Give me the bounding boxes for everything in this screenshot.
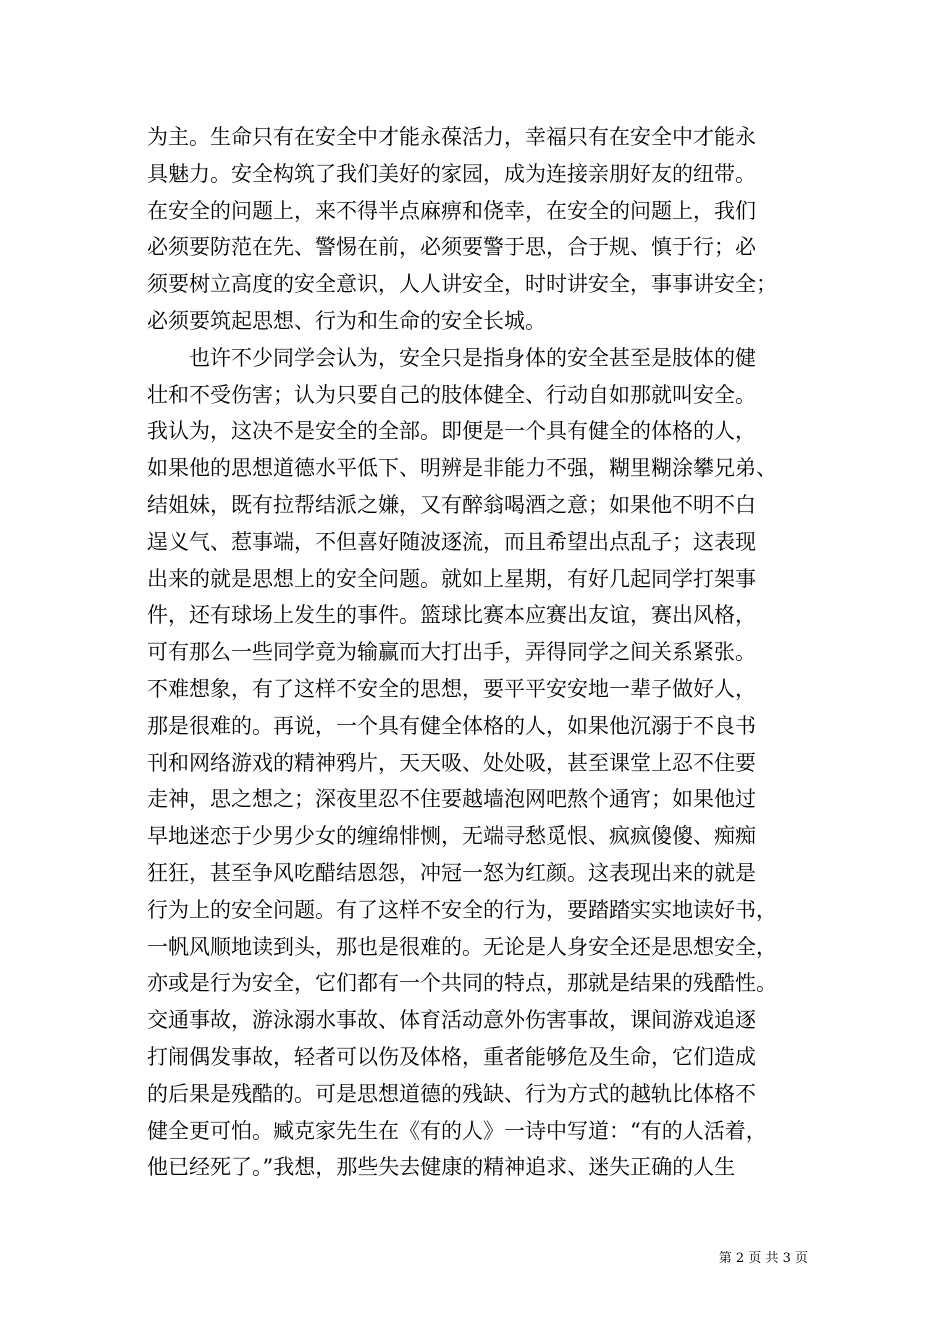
text-line: 一帆风顺地读到头，那也是很难的。无论是人身安全还是思想安全， (147, 934, 777, 959)
page-number: 第 2 页 共 3 页 (718, 1251, 808, 1266)
text-line: 打闹偶发事故，轻者可以伤及体格，重者能够危及生命，它们造成 (147, 1044, 756, 1069)
text-line: 件，还有球场上发生的事件。篮球比赛本应赛出友谊，赛出风格， (147, 603, 756, 628)
text-line: 壮和不受伤害；认为只要自己的肢体健全、行动自如那就叫安全。 (147, 382, 756, 407)
text-line: 交通事故，游泳溺水事故、体育活动意外伤害事故，课间游戏追逐 (147, 1008, 756, 1033)
text-line: 我认为，这决不是安全的全部。即便是一个具有健全的体格的人， (147, 419, 756, 444)
text-line: 的后果是残酷的。可是思想道德的残缺、行为方式的越轨比体格不 (147, 1081, 756, 1106)
text-line: 狂狂，甚至争风吃醋结恩怨，冲冠一怒为红颜。这表现出来的就是 (147, 860, 756, 885)
text-line: 结姐妹，既有拉帮结派之嫌，又有醉翁喝酒之意；如果他不明不白 (147, 492, 756, 517)
text-line: 须要树立高度的安全意识，人人讲安全，时时讲安全，事事讲安全； (147, 272, 777, 297)
text-line: 在安全的问题上，来不得半点麻痹和侥幸，在安全的问题上，我们 (147, 198, 756, 223)
text-line: 逞义气、惹事端，不但喜好随波逐流，而且希望出点乱子；这表现 (147, 529, 756, 554)
text-line: 具魅力。安全构筑了我们美好的家园，成为连接亲朋好友的纽带。 (147, 161, 756, 186)
text-line: 行为上的安全问题。有了这样不安全的行为，要踏踏实实地读好书， (147, 897, 777, 922)
text-line: 他已经死了。”我想，那些失去健康的精神追求、迷失正确的人生 (147, 1155, 736, 1180)
text-line: 亦或是行为安全，它们都有一个共同的特点，那就是结果的残酷性。 (147, 971, 777, 996)
text-line: 可有那么一些同学竟为输赢而大打出手，弄得同学之间关系紧张。 (147, 640, 756, 665)
text-line: 刊和网络游戏的精神鸦片，天天吸、处处吸，甚至课堂上忍不住要 (147, 750, 756, 775)
text-line: 出来的就是思想上的安全问题。就如上星期，有好几起同学打架事 (147, 566, 756, 591)
text-line: 必须要筑起思想、行为和生命的安全长城。 (147, 308, 546, 333)
text-line: 为主。生命只有在安全中才能永葆活力，幸福只有在安全中才能永 (147, 125, 756, 149)
text-line: 健全更可怕。臧克家先生在《有的人》一诗中写道：“有的人活着， (147, 1118, 767, 1143)
text-line: 早地迷恋于少男少女的缠绵悱恻，无端寻愁觅恨、疯疯傻傻、痴痴 (147, 824, 756, 849)
text-line: 那是很难的。再说，一个具有健全体格的人，如果他沉溺于不良书 (147, 713, 756, 738)
text-line: 如果他的思想道德水平低下、明辨是非能力不强，糊里糊涂攀兄弟、 (147, 456, 777, 481)
body-text (147, 119, 817, 1186)
text-line: 必须要防范在先、警惕在前，必须要警于思，合于规、慎于行；必 (147, 235, 756, 260)
paragraph-first-line: 也许不少同学会认为，安全只是指身体的安全甚至是肢体的健 (189, 345, 756, 370)
text-line: 不难想象，有了这样不安全的思想，要平平安安地一辈子做好人， (147, 676, 756, 701)
text-line: 走神，思之想之；深夜里忍不住要越墙泡网吧熬个通宵；如果他过 (147, 787, 756, 812)
